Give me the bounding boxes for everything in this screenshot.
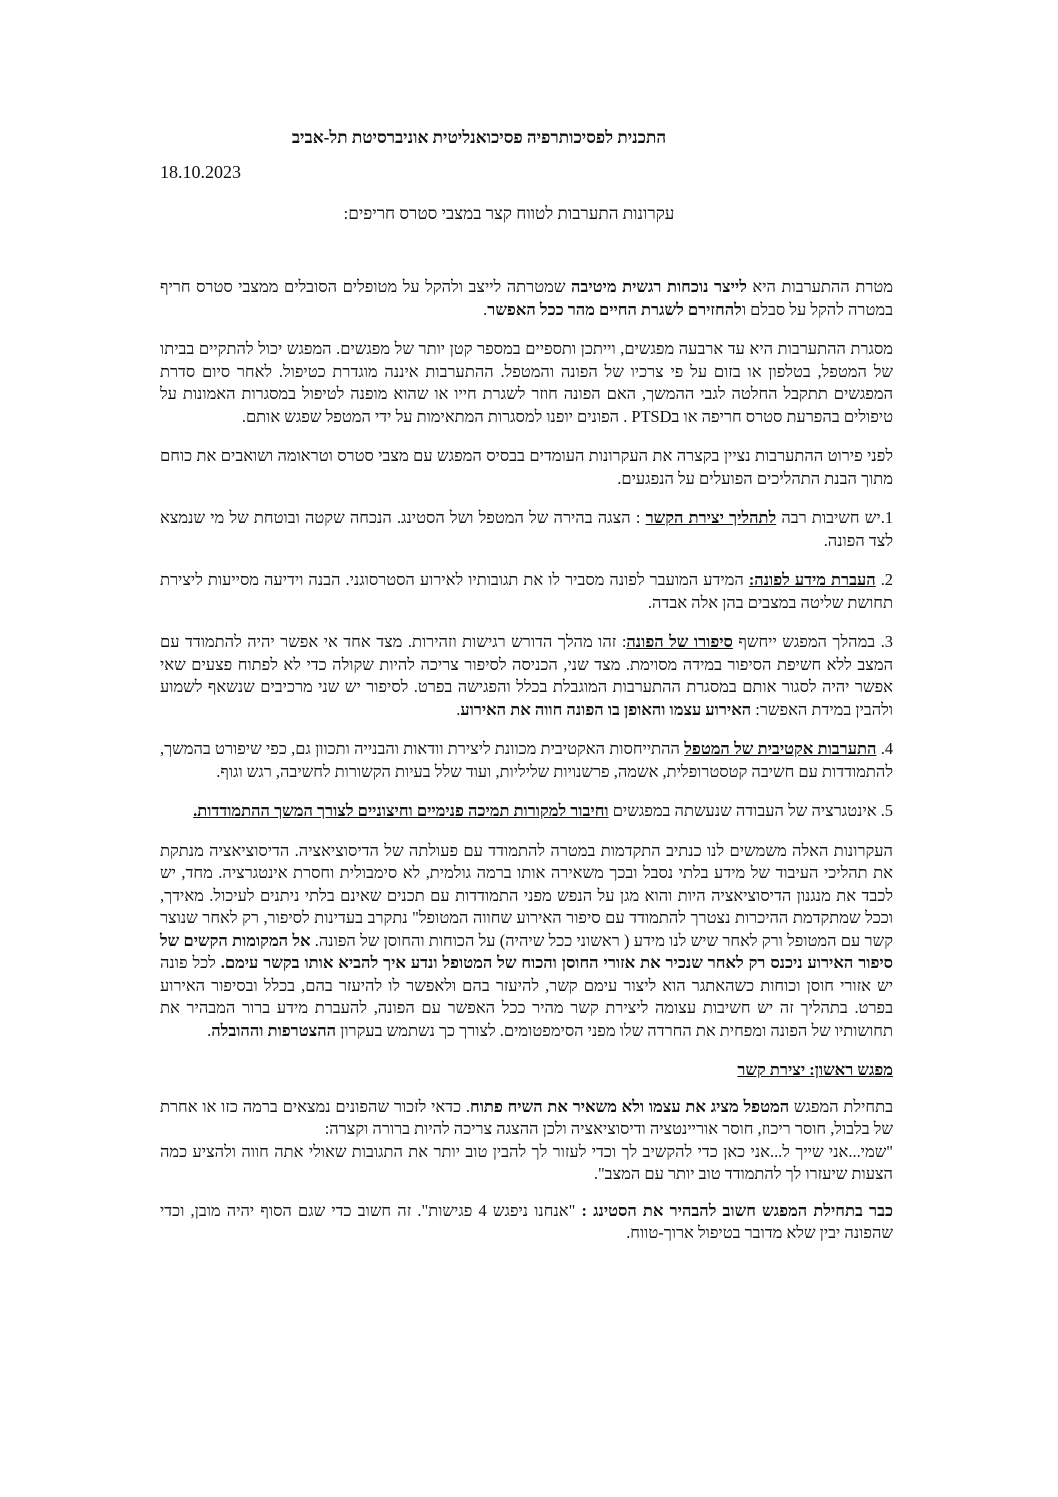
item-number: 1. bbox=[880, 508, 894, 527]
list-item-3 bbox=[160, 631, 893, 721]
bold-phrase: אל המקומות הקשים של סיפור האירוע ניכנס רק לאחר שנכיר את אזורי החוסן והכוח של המטופל ונדע איך להביא אותו בקשר עימם. bbox=[160, 930, 893, 972]
text-run: במהלך המפגש ייחשף bbox=[732, 632, 881, 651]
text-run: המידע המועבר לפונה מסביר לו את תגובותיו לאירוע הסטרסוגני. הבנה וידיעה מסייעות ליצירת תחושת שליטה במצבים בהן אלה אבדה. bbox=[160, 570, 893, 612]
document-date: 18.10.2023 bbox=[160, 162, 241, 182]
bold-phrase: המטפל מציג את עצמו ולא משאיר את השיח פתוח bbox=[470, 1096, 790, 1116]
item-number: 2. bbox=[880, 570, 893, 589]
text-run: העקרונות האלה משמשים לנו כנתיב התקדמות במטרה להתמודד עם פעולתה של הדיסוציאציה. הדיסוציאציה מנתקת את תהליכי העיבוד של מידע בלתי נסבל ובכך משאירה אותו ברמה גולמית, לא סימבולית וחסרת אינטגרציה. מחד, יש לכבד את מנגנון הדיסוציאציה היות והוא מגן על הנפש מפני התמודדות עם תכנים שאינם בלתי ניתנים לעיכול. מאידך, וככל שמתקדמת ההיכרות נצטרך להתמודד עם סיפור האירוע שחווה המטופל" נתקרב בעדינות לסיפור, רק לאחר שנוצר קשר עם המטופל ורק לאחר שיש לנו מידע ( ראשוני ככל שיהיה) על הכוחות והחוסן של הפונה. bbox=[160, 840, 893, 950]
item-number: 5. bbox=[880, 801, 893, 820]
document-body bbox=[160, 276, 893, 1262]
list-item-2 bbox=[160, 569, 893, 614]
text-run: מסגרת ההתערבות היא עד ארבעה מפגשים, וייתכן ותספיים במספר קטן יותר של מפגשים. המפגש יכול להתקיים בביתו של המטפל, בטלפון או בזום על פי צרכיו של הפונה והמטפל. ההתערבות איננה מוגדרת כטיפול. לאחר סיום סדרת המפגשים תתקבל החלטה לגבי ההמשך, האם הפונה חוזר לשגרת חייו או שהוא מופנה לטיפול במסגרות האמונות על טיפולים בהפרעת סטרס חריפה או ב bbox=[160, 339, 893, 426]
paragraph-framework bbox=[160, 338, 893, 428]
paragraph-dissociation bbox=[160, 840, 893, 1043]
program-header bbox=[0, 128, 1058, 148]
text-run: בתחילת המפגש bbox=[789, 1096, 893, 1116]
paragraph-principles-intro: לפני פירוט ההתערבות נציין בקצרה את העקרונות העומדים בבסיס המפגש עם מצבי סטרס וטראומה ושואבים את כוחם מתוך הבנת התהליכים הפועלים על הנפגעים. bbox=[160, 446, 893, 488]
item-number: 4. bbox=[880, 739, 894, 758]
text-run: לכל פונה יש אזורי חוסן וכוחות כשהאתגר הוא ליצור עימם קשר, להיעזר בהם ולאפשר לו להיעזר בהם, בכלל ובסיפור האירוע בפרט. בתהליך זה יש חשיבות עצומה ליצירת קשר מהיר ככל האפשר עם הפונה, להעברת מידע ברור המבהיר את תחושותיו של הפונה ומפחית את החרדה שלו מפני הסימפטומים. לצורך כך נשתמש בעקרון bbox=[160, 953, 893, 1040]
text-run: . bbox=[456, 699, 461, 719]
text-run: שמטרתה לייצב ולהקל על מטופלים הסובלים ממצבי סטרס חריף במטרה להקל על סבלם ו bbox=[160, 277, 893, 319]
ptsd-abbr: PTSD bbox=[631, 406, 672, 426]
text-run: . bbox=[207, 1020, 212, 1040]
bold-underlined-phrase: התערבות אקטיבית של המטפל bbox=[684, 739, 877, 758]
list-item-4 bbox=[160, 738, 893, 783]
bold-phrase: ההצטרפות וההובלה bbox=[211, 1020, 337, 1040]
text-run: יש חשיבות רבה bbox=[776, 508, 881, 527]
bold-underlined-phrase: העברת מידע לפונה: bbox=[748, 570, 876, 589]
bold-phrase: כבר בתחילת המפגש חשוב להבהיר את הסטינג : bbox=[581, 1200, 893, 1220]
document-subtitle bbox=[0, 204, 1058, 224]
bold-phrase: האירוע עצמו והאופן בו הפונה חווה את האירוע bbox=[460, 699, 752, 719]
bold-underlined-phrase: סיפורו של הפונה bbox=[626, 632, 733, 651]
subtitle-text: עקרונות התערבות לטווח קצר במצבי סטרס חריפים: bbox=[343, 204, 675, 223]
list-item-1 bbox=[160, 507, 893, 552]
paragraph-first-meeting bbox=[160, 1096, 893, 1186]
paragraph-intervention-goal bbox=[160, 276, 893, 321]
program-title: התכנית לפסיכותרפיה פסיכואנליטית אוניברסיטת תל-אביב bbox=[291, 128, 667, 147]
bold-underlined-phrase: לתהליך יצירת הקשר bbox=[645, 508, 777, 527]
section-title-first-meeting: מפגש ראשון: יצירת קשר bbox=[737, 1060, 893, 1079]
text-run: : זהו מהלך הדורש רגישות וזהירות. מצד אחד אי אפשר יהיה להתמודד עם המצב ללא חשיפת הסיפור במידה מסוימת. מצד שני, הכניסה לסיפור צריכה להיות שקולה כדי לא לפתוח פצעים שאי אפשר יהיה לסגור אותם במסגרת ההתערבות המוגבלת בכלל והפגישה בפרט. לסיפור יש שני מרכיבים שנשאף לשמוע ולהבין במידת האפשר: bbox=[160, 632, 893, 719]
bold-phrase: לייצר נוכחות רגשית מיטיבה bbox=[571, 277, 747, 296]
paragraph-setting bbox=[160, 1200, 893, 1245]
text-run: אינטגרציה של העבודה שנעשתה במפגשים bbox=[608, 801, 881, 820]
text-run: : הצגה בהירה של המטפל ושל הסטינג. הנכחה שקטה ובוטחת של מי שנמצא לצד הפונה. bbox=[160, 508, 893, 550]
list-item-5 bbox=[160, 800, 893, 823]
bold-underlined-phrase: וחיבור למקורות תמיכה פנימיים וחיצוניים לצורך המשך ההתמודדות. bbox=[193, 801, 609, 820]
text-run: . כדאי לזכור שהפונים נמצאים ברמה כזו או אחרת של בלבול, חוסר ריכוז, חוסר אוריינטציה ודיסוציאציה ולכן ההצגה צריכה להיות ברורה וקצרה: bbox=[160, 1096, 893, 1138]
text-run: מטרת ההתערבות היא bbox=[746, 277, 893, 296]
text-run: ההתייחסות האקטיבית מכוונת ליצירת וודאות והבנייה ותכוון גם, כפי שיפורט בהמשך, להתמודדות עם חשיבה קטסטרופלית, אשמה, פרשנויות שליליות, ועוד שלל בעיות הקשורות לחשיבה, רגש וגוף. bbox=[160, 739, 893, 781]
text-run: "אנחנו ניפגש 4 פגישות". זה חשוב כדי שגם הסוף יהיה מובן, וכדי שהפונה יבין שלא מדובר בטיפול ארוך-טווח. bbox=[160, 1200, 893, 1242]
intro-quote: "שמי...אני שייך ל...אני כאן כדי להקשיב לך וכדי לעזור לך להבין טוב יותר את התגובות שאולי אתה חווה ולהציע כמה הצעות שיעזרו לך להתמודד טוב יותר עם המצב". bbox=[160, 1141, 893, 1183]
text-run: . הפונים יופנו למסגרות המתאימות על ידי המטפל שפגש אותם. bbox=[241, 406, 632, 426]
text-run: . bbox=[483, 299, 488, 319]
bold-phrase: להחזירם לשגרת החיים מהר ככל האפשר bbox=[487, 299, 742, 319]
item-number: 3. bbox=[880, 632, 893, 651]
